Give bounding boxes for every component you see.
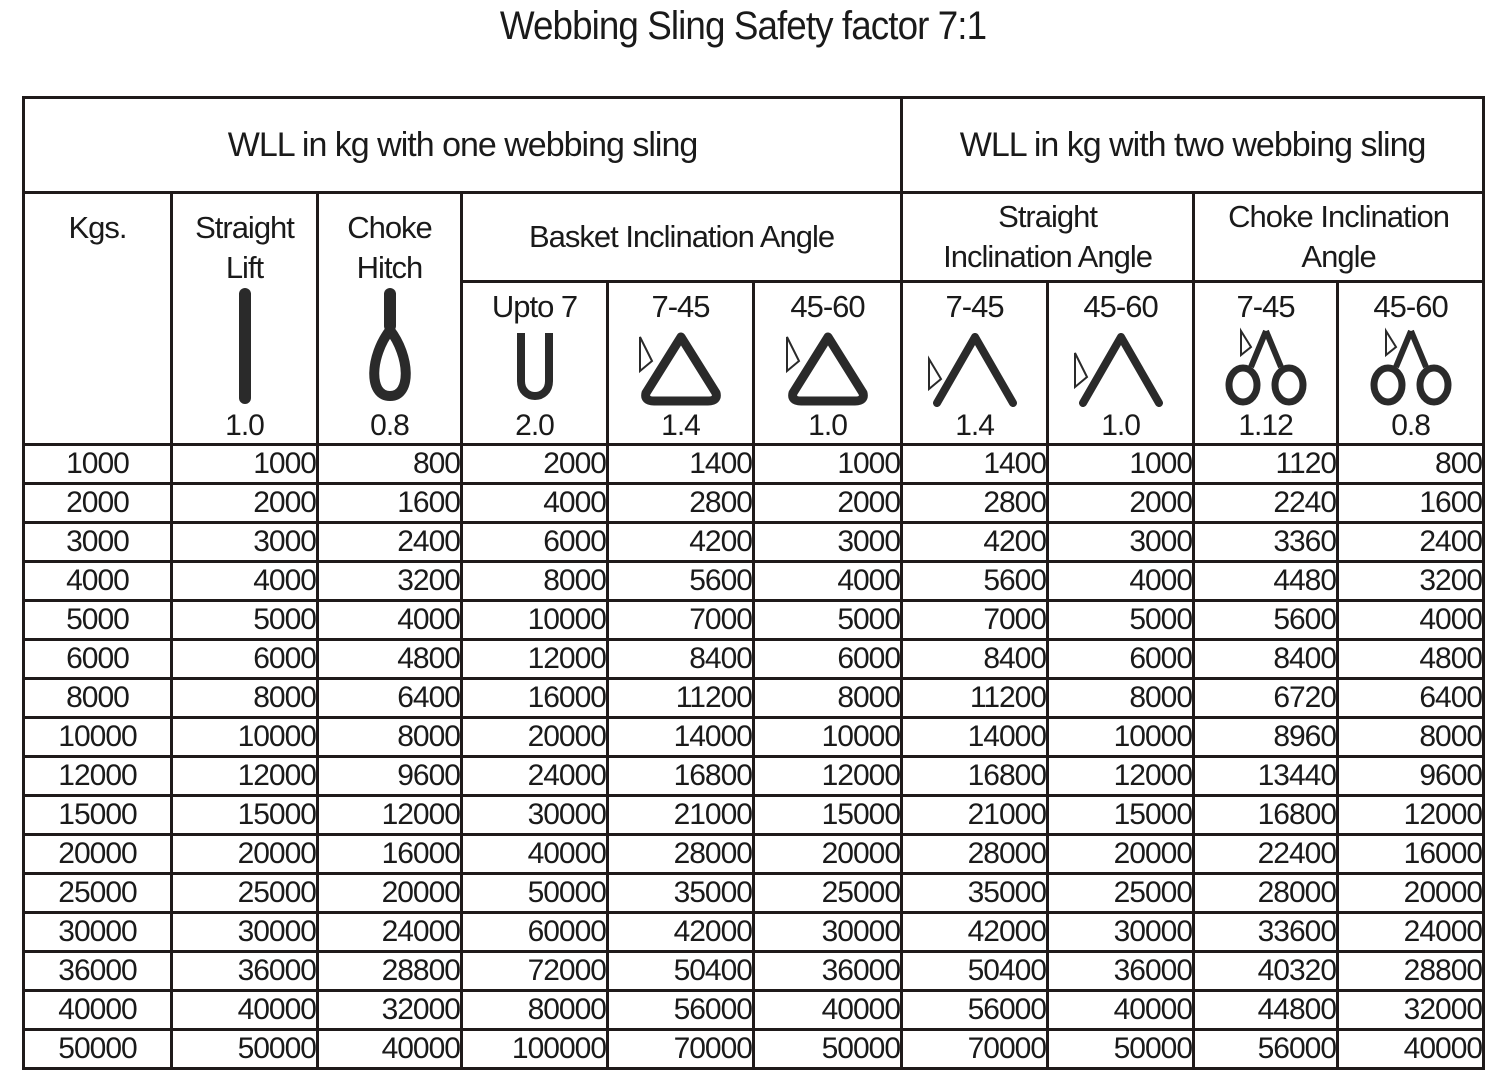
wll-cell: 16000 [1338,835,1484,874]
wll-cell: 6720 [1194,679,1338,718]
wll-cell: 2800 [608,484,754,523]
wll-cell: 20000 [318,874,462,913]
header-basket-45-60: 45-60 1.0 [754,282,902,445]
kgs-cell: 30000 [24,913,172,952]
wll-cell: 20000 [1338,874,1484,913]
wll-cell: 8000 [1338,718,1484,757]
wll-cell: 14000 [902,718,1048,757]
table-row [24,991,1484,1030]
table-row [24,1030,1484,1069]
table-row [24,835,1484,874]
wll-cell: 15000 [754,796,902,835]
wll-cell: 7000 [902,601,1048,640]
wll-cell: 1600 [318,484,462,523]
wll-cell: 800 [1338,445,1484,484]
kgs-cell: 8000 [24,679,172,718]
wll-cell: 40320 [1194,952,1338,991]
kgs-cell: 50000 [24,1030,172,1069]
wll-cell: 25000 [754,874,902,913]
table-row [24,484,1484,523]
wll-cell: 2000 [462,445,608,484]
wll-cell: 20000 [172,835,318,874]
wll-cell: 3000 [172,523,318,562]
wll-cell: 7000 [608,601,754,640]
kgs-cell: 10000 [24,718,172,757]
wll-cell: 4480 [1194,562,1338,601]
straight-lift-icon [233,286,257,406]
wll-cell: 50000 [462,874,608,913]
wll-cell: 10000 [462,601,608,640]
wll-cell: 2400 [1338,523,1484,562]
wll-cell: 40000 [318,1030,462,1069]
page-title: Webbing Sling Safety factor 7:1 [499,4,987,48]
wll-cell: 40000 [1338,1030,1484,1069]
wll-cell: 12000 [754,757,902,796]
wll-cell: 33600 [1194,913,1338,952]
wll-cell: 15000 [1048,796,1194,835]
wll-cell: 16000 [318,835,462,874]
table-row [24,874,1484,913]
table-row [24,913,1484,952]
wll-cell: 8000 [1048,679,1194,718]
kgs-cell: 3000 [24,523,172,562]
wll-cell: 9600 [1338,757,1484,796]
wll-cell: 50400 [608,952,754,991]
wll-cell: 24000 [318,913,462,952]
triangle-basket-icon [636,331,726,407]
wll-cell: 6000 [172,640,318,679]
wll-cell: 40000 [172,991,318,1030]
wll-cell: 20000 [754,835,902,874]
two-leg-sling-icon [1071,331,1171,407]
table-row [24,718,1484,757]
wll-cell: 72000 [462,952,608,991]
wll-cell: 16000 [462,679,608,718]
header-straight-lift: Straight Lift 1.0 [172,193,318,445]
header-two-sling: WLL in kg with two webbing sling [902,98,1484,193]
wll-cell: 3000 [754,523,902,562]
table-row [24,679,1484,718]
wll-cell: 1000 [1048,445,1194,484]
kgs-cell: 4000 [24,562,172,601]
header-basket: Basket Inclination Angle [462,193,902,282]
kgs-cell: 36000 [24,952,172,991]
wll-cell: 16800 [902,757,1048,796]
wll-cell: 10000 [754,718,902,757]
wll-cell: 35000 [608,874,754,913]
wll-cell: 100000 [462,1030,608,1069]
wll-cell: 3000 [1048,523,1194,562]
wll-cell: 56000 [902,991,1048,1030]
wll-cell: 32000 [318,991,462,1030]
header-straight-7-45: 7-45 1.4 [902,282,1048,445]
wll-cell: 28800 [318,952,462,991]
wll-cell: 24000 [1338,913,1484,952]
kgs-cell: 40000 [24,991,172,1030]
table-row [24,796,1484,835]
table-row [24,601,1484,640]
wll-cell: 10000 [1048,718,1194,757]
wll-cell: 4200 [608,523,754,562]
wll-cell: 15000 [172,796,318,835]
wll-cell: 80000 [462,991,608,1030]
wll-cell: 5000 [1048,601,1194,640]
wll-cell: 1120 [1194,445,1338,484]
wll-cell: 30000 [462,796,608,835]
wll-cell: 44800 [1194,991,1338,1030]
kgs-cell: 5000 [24,601,172,640]
wll-cell: 11200 [902,679,1048,718]
wll-cell: 4200 [902,523,1048,562]
wll-cell: 2800 [902,484,1048,523]
wll-cell: 3360 [1194,523,1338,562]
kgs-cell: 25000 [24,874,172,913]
wll-cell: 30000 [172,913,318,952]
wll-cell: 60000 [462,913,608,952]
wll-cell: 40000 [754,991,902,1030]
wll-cell: 8000 [318,718,462,757]
wll-cell: 8400 [902,640,1048,679]
header-upto7: Upto 7 2.0 [462,282,608,445]
table-row [24,445,1484,484]
header-straight-incl: Straight Inclination Angle [902,193,1194,282]
table-row [24,562,1484,601]
wll-cell: 5000 [754,601,902,640]
wll-cell: 4000 [1338,601,1484,640]
wll-cell: 22400 [1194,835,1338,874]
wll-cell: 70000 [902,1030,1048,1069]
kgs-cell: 2000 [24,484,172,523]
wll-cell: 42000 [902,913,1048,952]
wll-cell: 6400 [318,679,462,718]
wll-cell: 28000 [1194,874,1338,913]
header-choke-hitch: Choke Hitch 0.8 [318,193,462,445]
wll-cell: 25000 [1048,874,1194,913]
wll-cell: 40000 [462,835,608,874]
wll-cell: 40000 [1048,991,1194,1030]
header-straight-45-60: 45-60 1.0 [1048,282,1194,445]
wll-cell: 50000 [172,1030,318,1069]
header-basket-7-45: 7-45 1.4 [608,282,754,445]
wll-cell: 2000 [1048,484,1194,523]
wll-cell: 8400 [608,640,754,679]
wll-cell: 12000 [172,757,318,796]
wll-cell: 56000 [608,991,754,1030]
wll-cell: 20000 [462,718,608,757]
wll-cell: 50400 [902,952,1048,991]
wll-cell: 12000 [1338,796,1484,835]
header-one-sling: WLL in kg with one webbing sling [24,98,902,193]
kgs-cell: 12000 [24,757,172,796]
wll-cell: 3200 [1338,562,1484,601]
wll-cell: 16800 [1194,796,1338,835]
table-row [24,640,1484,679]
choke-two-leg-icon [1366,327,1456,407]
wll-cell: 6000 [462,523,608,562]
wll-cell: 1000 [172,445,318,484]
wll-cell: 8960 [1194,718,1338,757]
wll-cell: 20000 [1048,835,1194,874]
wll-cell: 800 [318,445,462,484]
two-leg-sling-icon [925,331,1025,407]
factor-straight-lift: 1.0 [225,409,264,442]
wll-cell: 9600 [318,757,462,796]
wll-cell: 28000 [608,835,754,874]
wll-cell: 4000 [754,562,902,601]
wll-cell: 12000 [462,640,608,679]
wll-cell: 13440 [1194,757,1338,796]
wll-cell: 5600 [608,562,754,601]
wll-cell: 36000 [1048,952,1194,991]
wll-cell: 4800 [318,640,462,679]
wll-cell: 70000 [608,1030,754,1069]
wll-cell: 32000 [1338,991,1484,1030]
wll-cell: 4800 [1338,640,1484,679]
wll-cell: 6400 [1338,679,1484,718]
table-row [24,523,1484,562]
table-row [24,952,1484,991]
table-body [24,445,1484,1069]
table-row [24,757,1484,796]
wll-cell: 5600 [1194,601,1338,640]
wll-cell: 11200 [608,679,754,718]
wll-cell: 2000 [172,484,318,523]
wll-cell: 1400 [902,445,1048,484]
wll-cell: 8000 [172,679,318,718]
wll-cell: 12000 [1048,757,1194,796]
wll-cell: 1000 [754,445,902,484]
wll-cell: 8000 [462,562,608,601]
wll-cell: 2240 [1194,484,1338,523]
kgs-cell: 15000 [24,796,172,835]
u-basket-icon [515,331,555,403]
wll-cell: 5000 [172,601,318,640]
kgs-cell: 20000 [24,835,172,874]
wll-cell: 5600 [902,562,1048,601]
wll-cell: 36000 [172,952,318,991]
wll-cell: 30000 [754,913,902,952]
wll-cell: 12000 [318,796,462,835]
triangle-basket-icon [783,331,873,407]
wll-cell: 21000 [902,796,1048,835]
wll-cell: 1400 [608,445,754,484]
wll-cell: 4000 [1048,562,1194,601]
wll-cell: 10000 [172,718,318,757]
wll-cell: 25000 [172,874,318,913]
wll-cell: 6000 [754,640,902,679]
wll-cell: 4000 [318,601,462,640]
header-choke-incl: Choke Inclination Angle [1194,193,1484,282]
wll-cell: 36000 [754,952,902,991]
choke-hitch-icon [360,286,420,406]
kgs-cell: 1000 [24,445,172,484]
wll-cell: 50000 [1048,1030,1194,1069]
header-choke-45-60: 45-60 0.8 [1338,282,1484,445]
choke-two-leg-icon [1221,327,1311,407]
wll-cell: 56000 [1194,1030,1338,1069]
wll-cell: 4000 [172,562,318,601]
wll-cell: 4000 [462,484,608,523]
wll-cell: 8000 [754,679,902,718]
wll-cell: 6000 [1048,640,1194,679]
header-kgs: Kgs. [24,193,172,445]
wll-cell: 42000 [608,913,754,952]
wll-cell: 35000 [902,874,1048,913]
wll-cell: 21000 [608,796,754,835]
wll-cell: 14000 [608,718,754,757]
wll-cell: 28000 [902,835,1048,874]
wll-cell: 8400 [1194,640,1338,679]
wll-cell: 1600 [1338,484,1484,523]
wll-cell: 3200 [318,562,462,601]
wll-cell: 24000 [462,757,608,796]
wll-cell: 2000 [754,484,902,523]
wll-cell: 2400 [318,523,462,562]
wll-table [22,96,1485,1070]
wll-cell: 50000 [754,1030,902,1069]
wll-cell: 30000 [1048,913,1194,952]
factor-choke-hitch: 0.8 [370,409,409,442]
kgs-cell: 6000 [24,640,172,679]
wll-cell: 16800 [608,757,754,796]
header-choke-7-45: 7-45 1.12 [1194,282,1338,445]
wll-cell: 28800 [1338,952,1484,991]
